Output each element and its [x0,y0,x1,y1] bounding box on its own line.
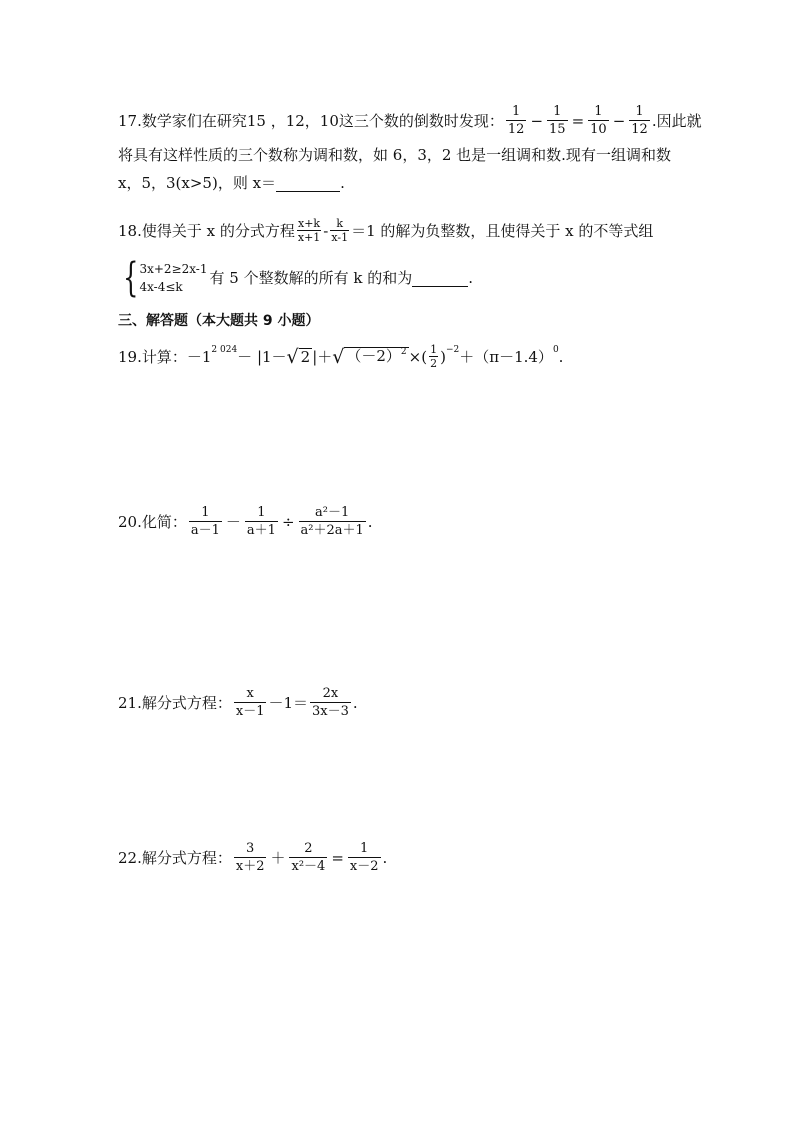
fraction-1-2: $\frac{1}{2}$ [430,343,438,370]
fraction-1-12: $\frac{1}{12}$ [507,104,525,137]
section-heading: 三、解答题（本大题共 9 小题） [118,313,320,329]
problem-21: 21.解分式方程： $\frac{x}{x-1}$ －1＝ $\frac{2x}{3x-3}$ . [118,686,358,719]
fraction-1-10: $\frac{1}{10}$ [590,104,607,137]
inequality-system [118,255,208,301]
fraction-2-x2-minus-4: $\frac{2}{\text{x²－4}}$ [291,841,326,874]
inequality-1: 3x+2≥2x-1 [139,262,208,276]
sqrt-2: √ 2 [286,345,311,368]
problem-22: 22.解分式方程： $\frac{3}{x+2}$ ＋ $\frac{2}{\text{x²－4}}$ = $\frac{1}{x-2}$ . [118,841,388,874]
problem-19: 19.计算：－1 2 024 － |1－ √ 2 |＋ √ $(-2)^2$ ×( $\frac{1}{2}$ ) −2 ＋（π－1.4） 0 . [118,343,564,370]
fraction-1-12-b: $\frac{1}{12}$ [631,104,648,137]
fraction-1-a-minus-1: $\frac{1}{a-1}$ [190,505,220,538]
inequality-2: 4x-4≤k [139,280,183,294]
fraction-3-x-plus-2: $\frac{3}{x+2}$ [235,841,265,874]
fraction-1-x-minus-2: $\frac{1}{x-2}$ [349,841,379,874]
problem-17-line-2: 将具有这样性质的三个数称为调和数，如 6，3，2 也是一组调和数.现有一组调和数 [118,146,671,164]
fraction-2x-3x-minus-3: $\frac{2x}{3x-3}$ [312,686,349,719]
fraction-1-15: $\frac{1}{15}$ [549,104,566,137]
fraction-xk-x1: $\frac{x+k}{x+1}$ [297,217,321,244]
fraction-a2-minus-1: $\frac{\text{a²－1}}{\text{a²＋2a＋1}}$ [300,505,364,538]
problem-17-line-3: x，5，3(x>5)，则 x＝ . [118,174,345,192]
problem-20: 20.化简： $\frac{1}{a-1}$ － $\frac{1}{a+1}$ ÷ $\frac{\text{a²－1}}{\text{a²＋2a＋1}}$ . [118,505,373,538]
brace-icon: { [123,255,139,301]
problem-17-line-1: 17.数学家们在研究15 ，12，10这三个数的倒数时发现： $\frac{1}{12}$ − $\frac{1}{15}$ = $\frac{1}{10}$ − $\frac{1}{12}$ .因此就 [118,104,702,137]
fraction-k-x1: $\frac{k}{x-1}$ [331,217,349,244]
problem-18-line-1: 18.使得关于 x 的分式方程 $\frac{x+k}{x+1}$ - $\frac{k}{x-1}$ ＝1 的解为负整数，且使得关于 x 的不等式组 [118,217,654,244]
fraction-x-x-minus-1: $\frac{x}{x-1}$ [235,686,265,719]
problem-17-intro: 17.数学家们在研究15 ，12，10这三个数的倒数时发现： [118,111,504,130]
answer-blank-17[interactable] [276,175,340,192]
fraction-1-a-plus-1: $\frac{1}{a+1}$ [246,505,276,538]
answer-blank-18[interactable] [412,270,468,287]
sqrt-neg2-squared: √ $(-2)^2$ [332,345,407,368]
problem-18-line-2: { 3x+2≥2x-1 4x-4≤k 有 5 个整数解的所有 k 的和为 . [118,258,473,298]
